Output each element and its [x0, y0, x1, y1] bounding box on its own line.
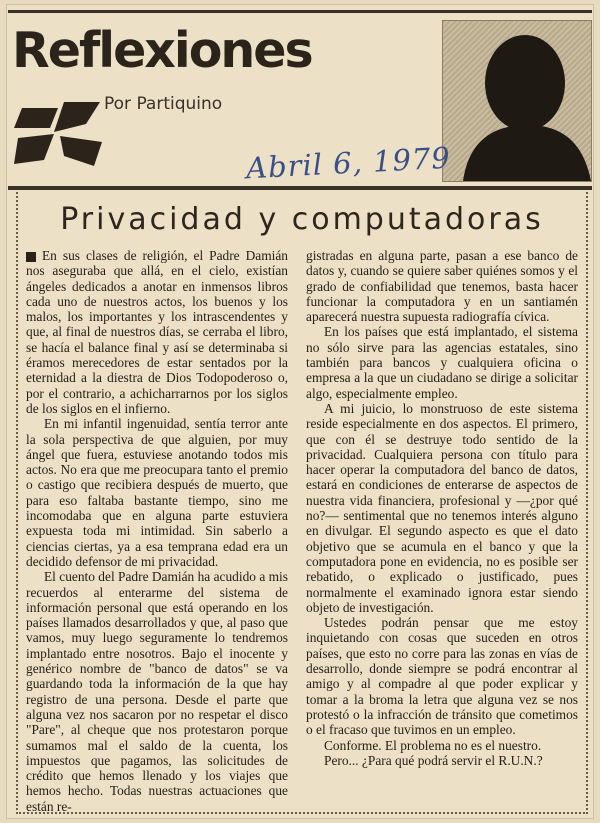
byline: Por Partiquino: [104, 94, 223, 114]
column-title: Reflexiones: [12, 22, 312, 79]
paragraph: En sus clases de religión, el Padre Damián nos aseguraba que allá, en el cielo, existían ángeles dedicados a anotar en inmensos libros cada uno de nuestros actos, los buenos y los malos, los importantes y los intrascendentes y que, al final de nuestros días, se cerraba el libro, se hacía el balance final y así se determinaba si éramos merecedores de estar sentados por la eternidad a la diestra de Dios Todopoderoso o, por el contrario, a achicharrarnos por los siglos de los siglos en el infierno.: [26, 248, 288, 416]
divider: [8, 186, 592, 190]
bullet-icon: [26, 252, 36, 262]
paragraph: Pero... ¿Para qué podrá servir el R.U.N.?: [324, 752, 543, 768]
top-rule: [8, 10, 592, 13]
paragraph: El cuento del Padre Damián ha acudido a mis recuerdos al enterarme del sistema de información personal que está operando en los países llamados desarrollados y que, al paso que vamos, muy luego seguramente lo tendremos implantado entre nosotros. Bajo el inocente y genérico nombre de "banco de datos" se va guardando toda la información de la que hay registro de una persona. Desde el parte que alguna vez nos sacaron por no respetar el disco "Pare", al cheque que nos protestaron porque sumamos mal el saldo de la cuenta, los impuestos que pagamos, las solicitudes de crédito que hemos llenado y los viajes que hemos hecho. Todas nuestras actuaciones que están re-: [26, 569, 288, 814]
handwritten-date: Abril 6, 1979: [245, 140, 452, 186]
article-column-1: [26, 248, 288, 814]
paragraph: En mi infantil ingenuidad, sentía terror ante la sola perspectiva de que alguien, por muy ángel que fuera, estuviese anotando todos mis actos. No era que me preocupara tanto el premio o castigo que recibiera después de muerto, que para eso faltaba bastante tiempo, sino me incomodaba que en alguna parte estuviera expuesta toda mi intimidad. Sin saberlo a ciencias ciertas, ya a esa temprana edad era un decidido defensor de mi privacidad.: [26, 416, 288, 569]
article-column-2: [306, 248, 578, 768]
column-logo-icon: [14, 98, 104, 170]
paragraph: A mi juicio, lo monstruoso de este sistema reside especialmente en dos aspectos. El primero, que con él se destruye todo sentido de la privacidad. Cualquiera persona con título para hacer operar la computadora del banco de datos, estará en condiciones de enterarse de aspectos de nuestra vida financiera, profesional y —¿por qué no?— sentimental que no tenemos interés alguno en divulgar. El segundo aspecto es que el dato objetivo que se acumula en el banco y que la computadora pone en evidencia, no es posible ser rebatido, o explicado o justificado, pues normalmente el examinado ignora estar siendo objeto de investigación.: [306, 400, 578, 615]
article-title: Privacidad y computadoras: [60, 202, 544, 237]
paragraph: Conforme. El problema no es el nuestro.: [324, 737, 542, 753]
paragraph: Ustedes podrán pensar que me estoy inquietando con cosas que suceden en otros países, que esto no corre para las zonas en vías de desarrollo, donde siempre se podrá encontrar al amigo y al compadre al que poder explicar y tomar a la broma la letra que alguna vez se nos protestó o la infracción de tránsito que cometimos o el fracaso que tuvimos en un empleo.: [306, 615, 578, 738]
article: [16, 192, 588, 814]
author-portrait: [442, 20, 592, 182]
paragraph: En los países que está implantado, el sistema no sólo sirve para las agencias estatales, sino también para bancos y cualquiera oficina o empresa a la que un ciudadano se dirige a solicitar algo, especialmente empleo.: [306, 324, 578, 401]
paragraph: gistradas en alguna parte, pasan a ese banco de datos y, cuando se quiere saber quiénes somos y el grado de confiabilidad que tenemos, basta hacer funcionar la computadora y en un santiamén aparecerá nuestra supuesta radiografía cívica.: [306, 248, 578, 325]
